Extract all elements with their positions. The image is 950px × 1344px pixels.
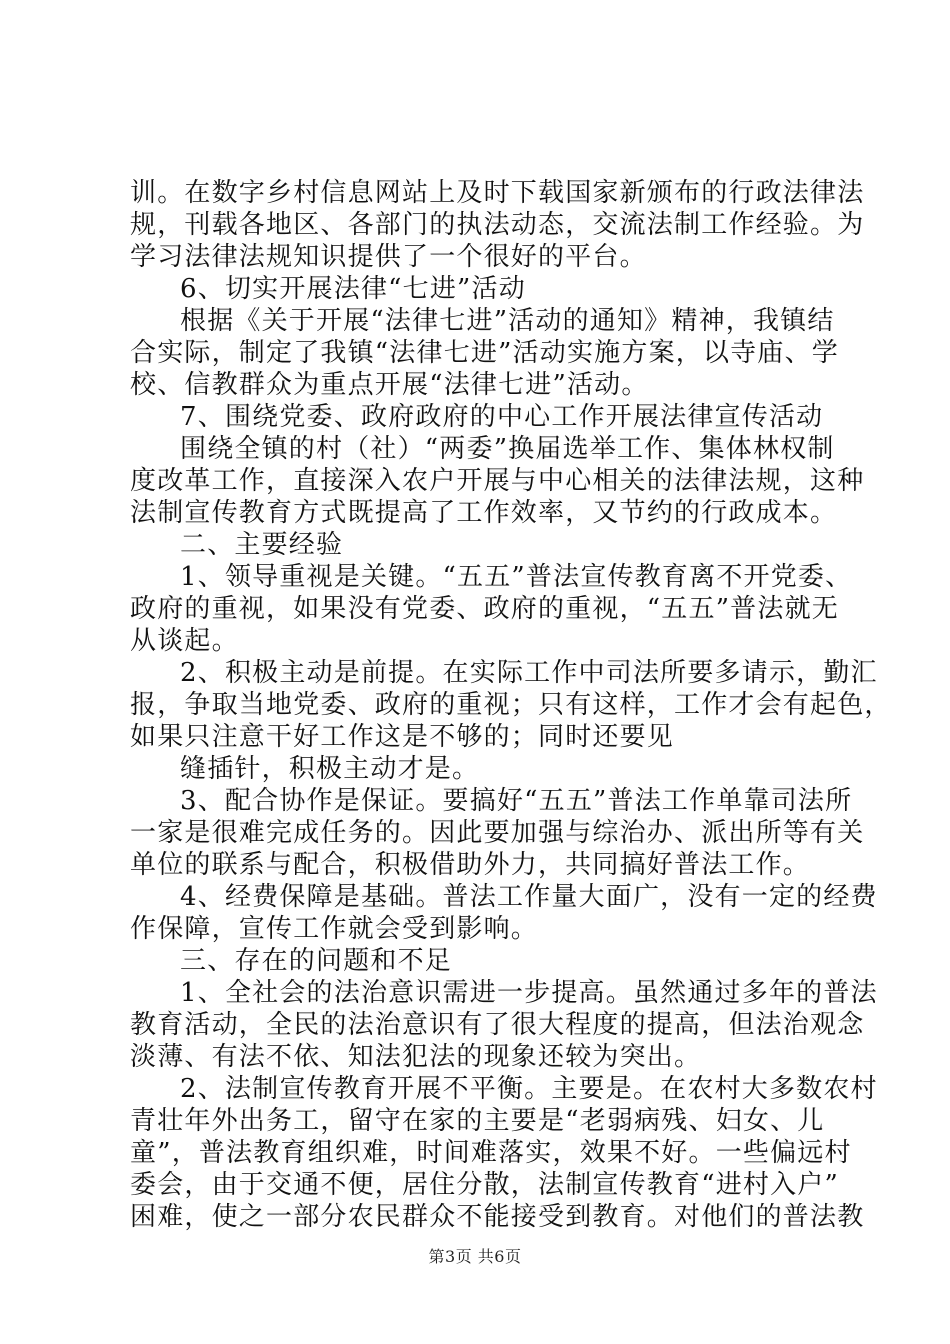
text-line: 困难，使之一部分农民群众不能接受到教育。对他们的普法教: [130, 1202, 865, 1232]
text-line: 童”，普法教育组织难，时间难落实，效果不好。一些偏远村: [130, 1138, 852, 1168]
text-line: 校、信教群众为重点开展“法律七进”活动。: [130, 370, 649, 400]
section-heading: 7、围绕党委、政府政府的中心工作开展法律宣传活动: [180, 402, 824, 432]
text-line: 单位的联系与配合，积极借助外力，共同搞好普法工作。: [130, 850, 811, 880]
text-line: 4、经费保障是基础。普法工作量大面广，没有一定的经费: [180, 882, 878, 912]
text-line: 1、领导重视是关键。“五五”普法宣传教育离不开党委、: [180, 562, 853, 592]
text-line: 如果只注意干好工作这是不够的；同时还要见: [130, 722, 675, 752]
text-line: 委会，由于交通不便，居住分散，法制宣传教育“进村入户”: [130, 1170, 839, 1200]
text-line: 围绕全镇的村（社）“两委”换届选举工作、集体林权制: [180, 434, 835, 464]
text-line: 规，刊载各地区、各部门的执法动态，交流法制工作经验。为: [130, 210, 865, 240]
text-line: 一家是很难完成任务的。因此要加强与综治办、派出所等有关: [130, 818, 865, 848]
text-line: 报，争取当地党委、政府的重视；只有这样，工作才会有起色，: [130, 690, 892, 720]
text-line: 2、积极主动是前提。在实际工作中司法所要多请示，勤汇: [180, 658, 878, 688]
text-line: 作保障，宣传工作就会受到影响。: [130, 914, 539, 944]
text-line: 青壮年外出务工，留守在家的主要是“老弱病残、妇女、儿: [130, 1106, 825, 1136]
text-line: 法制宣传教育方式既提高了工作效率，又节约的行政成本。: [130, 498, 838, 528]
text-line: 度改革工作，直接深入农户开展与中心相关的法律法规，这种: [130, 466, 865, 496]
text-line: 3、配合协作是保证。要搞好“五五”普法工作单靠司法所: [180, 786, 853, 816]
text-line: 学习法律法规知识提供了一个很好的平台。: [130, 242, 647, 272]
section-heading: 6、切实开展法律“七进”活动: [180, 274, 526, 304]
text-line: 教育活动，全民的法治意识有了很大程度的提高，但法治观念: [130, 1010, 865, 1040]
text-line: 2、法制宣传教育开展不平衡。主要是。在农村大多数农村: [180, 1074, 878, 1104]
text-line: 淡薄、有法不依、知法犯法的现象还较为突出。: [130, 1042, 702, 1072]
text-line: 缝插针，积极主动才是。: [180, 754, 480, 784]
page-footer: 第3页 共6页: [428, 1247, 522, 1266]
text-line: 根据《关于开展“法律七进”活动的通知》精神，我镇结: [180, 306, 835, 336]
section-heading: 二、主要经验: [180, 530, 344, 560]
text-line: 合实际，制定了我镇“法律七进”活动实施方案，以寺庙、学: [130, 338, 839, 368]
text-line: 从谈起。: [130, 626, 239, 656]
section-heading: 三、存在的问题和不足: [180, 946, 453, 976]
text-line: 1、全社会的法治意识需进一步提高。虽然通过多年的普法: [180, 978, 878, 1008]
text-line: 训。在数字乡村信息网站上及时下载国家新颁布的行政法律法: [130, 178, 865, 208]
text-line: 政府的重视，如果没有党委、政府的重视，“五五”普法就无: [130, 594, 839, 624]
